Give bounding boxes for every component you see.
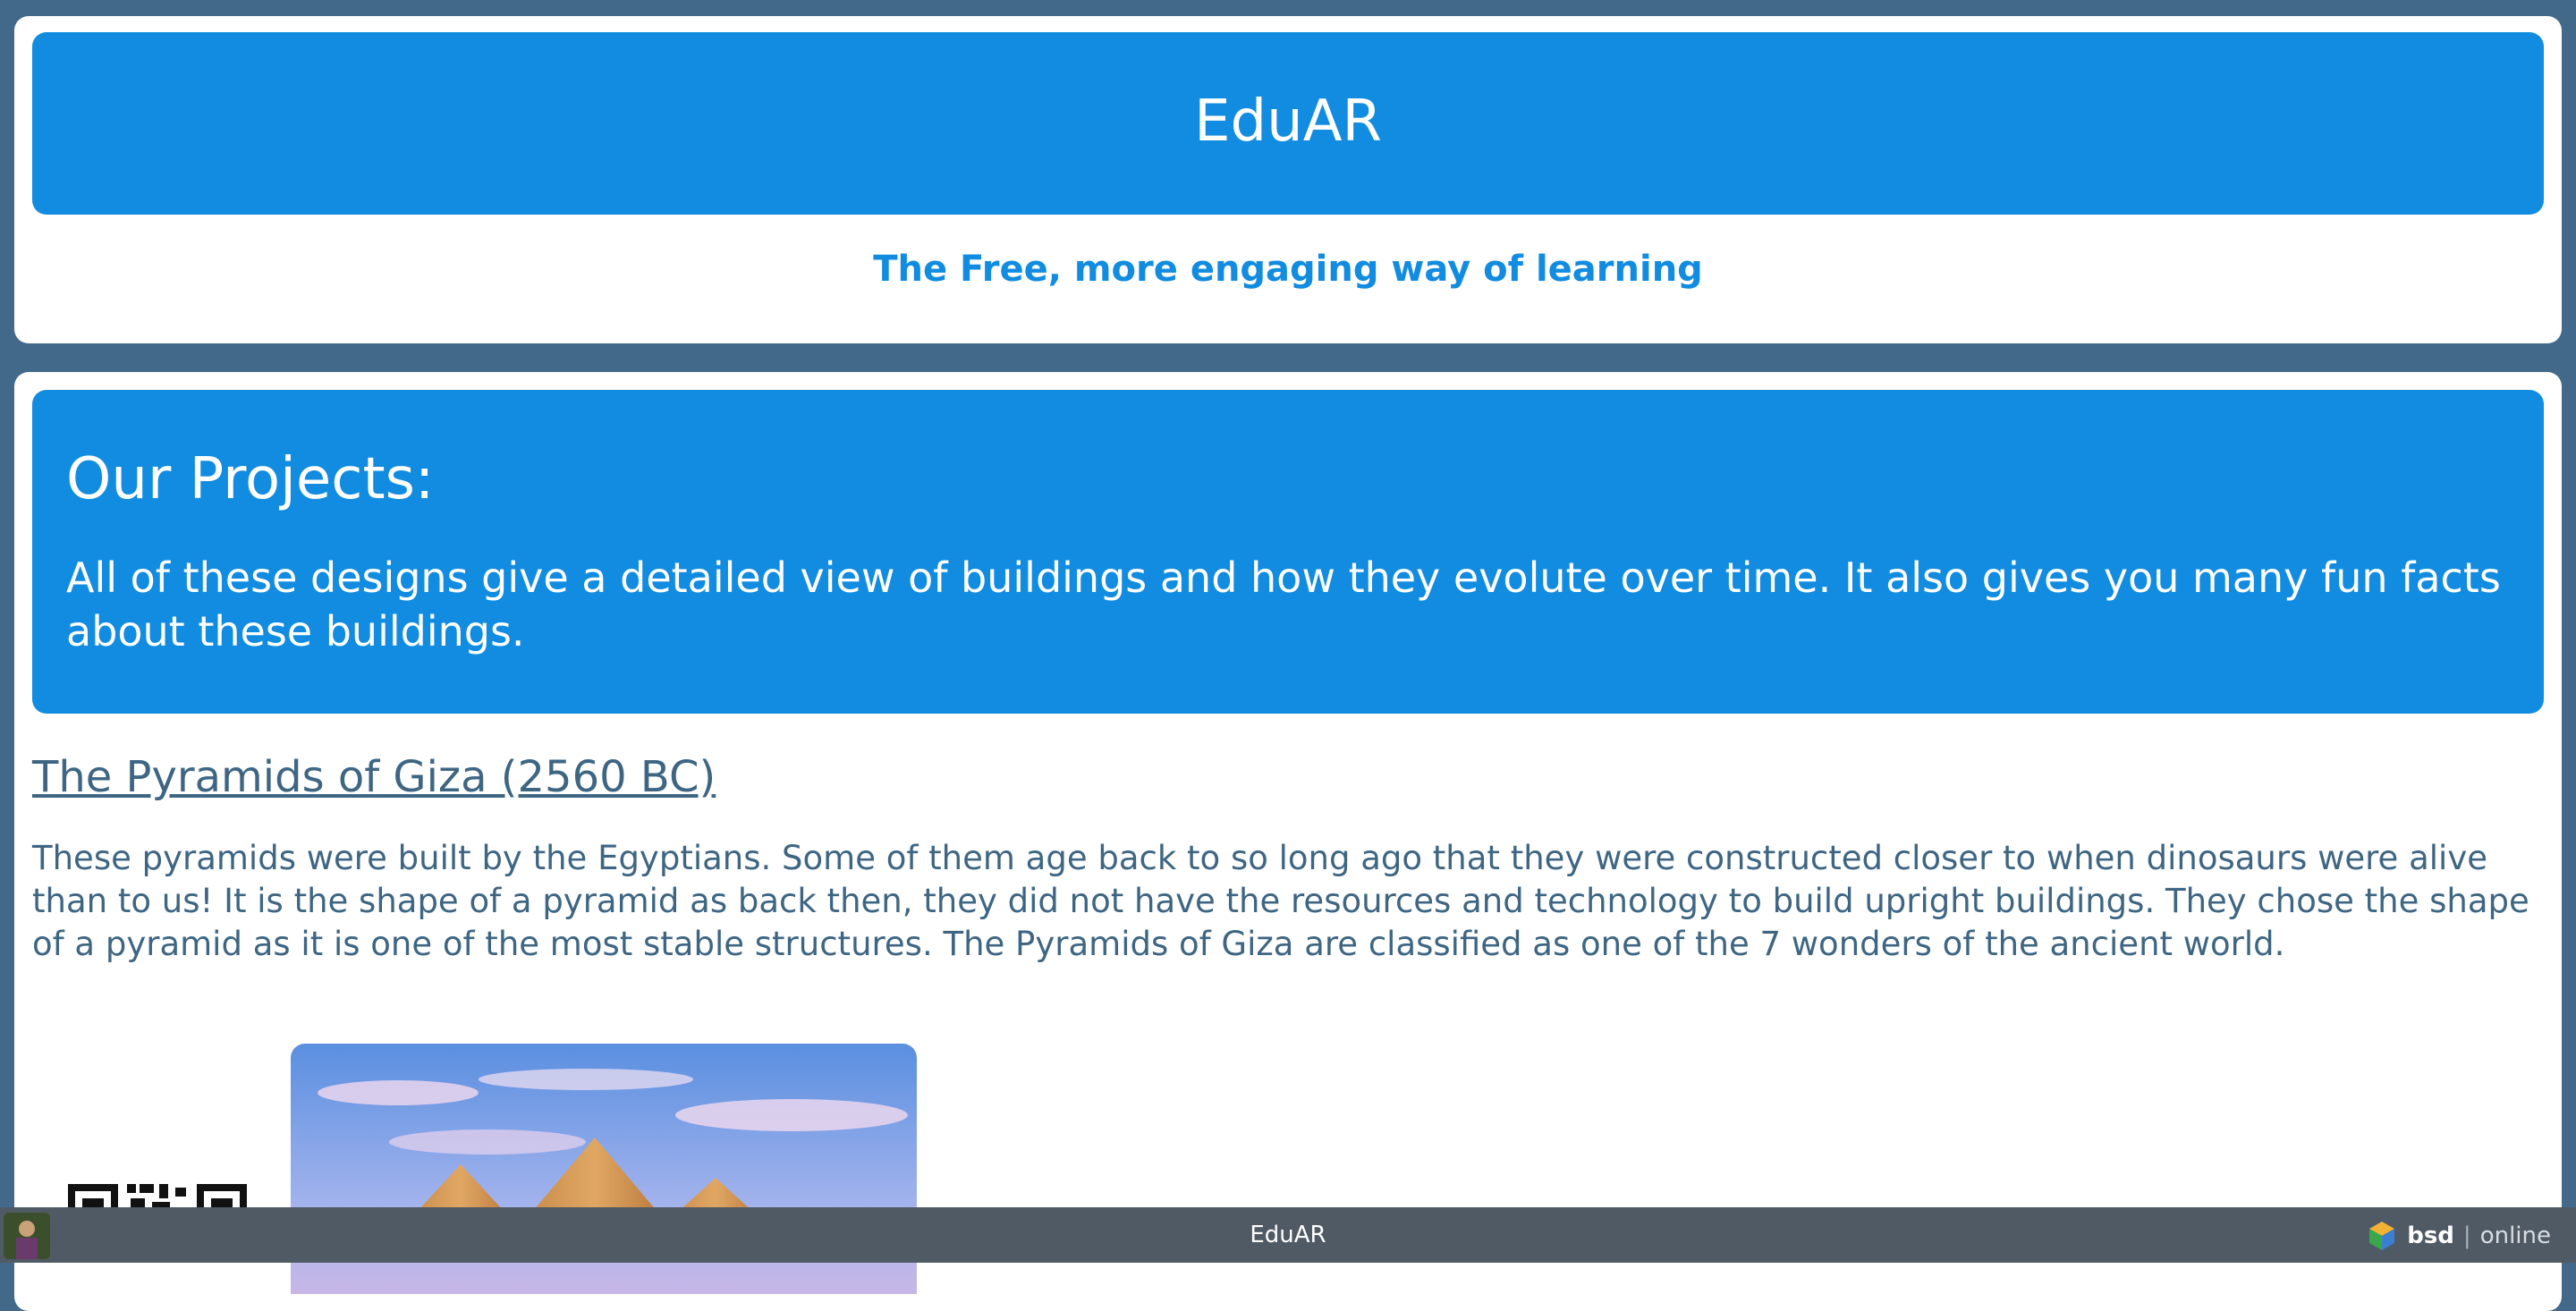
brand-suffix: online xyxy=(2479,1222,2551,1249)
projects-heading: Our Projects: xyxy=(66,446,435,512)
project-description: These pyramids were built by the Egyptians. Some of them age back to so long ago that they were constructed closer to when dinosaurs were alive than to us! It is the shape of a pyramid as back then, they did not have the resources and technology to build upright buildings. They chose the shape of a pyramid as it is one of the most stable structures. The Pyramids of Giza are classified as one of the 7 wonders of the ancient world. xyxy=(32,839,2529,963)
brand-name: bsd xyxy=(2407,1222,2454,1249)
header-card xyxy=(14,16,2562,343)
content-card xyxy=(14,372,2562,1311)
title-banner xyxy=(32,32,2544,215)
brand-logo[interactable] xyxy=(2366,1218,2551,1254)
tagline: The Free, more engaging way of learning xyxy=(873,249,1703,290)
bsd-cube-logo-icon xyxy=(2366,1220,2398,1252)
projects-intro: All of these designs give a detailed view of buildings and how they evolute over time. It also gives you many fun facts about these buildings. xyxy=(66,554,2501,656)
projects-banner xyxy=(32,390,2544,714)
bottom-bar xyxy=(0,1207,2576,1263)
page-title: EduAR xyxy=(1194,89,1382,155)
brand-separator: | xyxy=(2462,1222,2471,1249)
project-title-link[interactable]: The Pyramids of Giza (2560 BC) xyxy=(32,752,716,802)
bottom-bar-title: EduAR xyxy=(1250,1222,1326,1248)
